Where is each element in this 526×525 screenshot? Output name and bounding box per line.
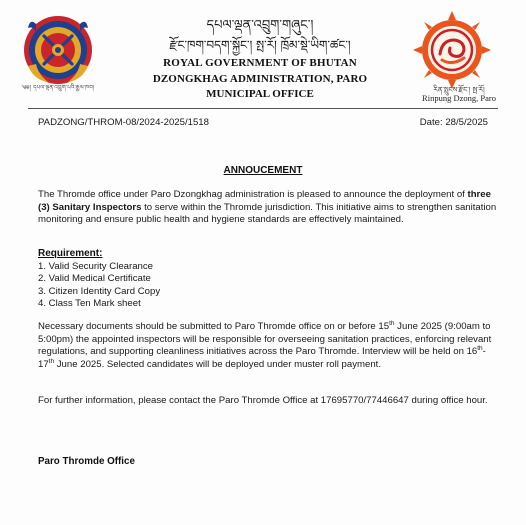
para1-text-start: The Thromde office under Paro Dzongkhag administration is pleased to announce the deployment of	[38, 189, 468, 200]
para2-part-b: June 2025 (9:00am to 5:00pm) the appointed inspectors will be responsible for overseeing sanitation practices, enforcing relevant regulations, and supporting cleanliness initiatives across the Paro Thromde. Interview will be held on 16	[38, 321, 492, 358]
announcement-paragraph-1	[38, 189, 498, 227]
requirement-item: 3. Citizen Identity Card Copy	[38, 285, 161, 297]
document-date: Date: 28/5/2025	[419, 117, 488, 128]
para2-sup-3: th	[48, 357, 55, 365]
reference-number: PADZONG/THROM-08/2024-2025/1518	[38, 117, 209, 128]
para2-part-d: June 2025. Selected candidates will be deployed under muster roll payment.	[54, 358, 382, 370]
para1-highlight: three (3) Sanitary Inspectors	[38, 189, 491, 213]
dzongkha-heading-line-2: རྫོང་ཁག་བདག་སྐྱོང་། སྤ་རོ། ཁྲོམ་སྡེ་ཡིག་ཚང་།	[169, 38, 351, 52]
para1-text-end: to serve within the Thromde jurisdiction. This initiative aims to strengthen sanitation monitoring and ensure public health and hygiene standards are effectively maintained.	[38, 201, 497, 226]
heading-office: MUNICIPAL OFFICE	[206, 88, 314, 100]
announcement-paragraph-2	[38, 321, 498, 371]
requirement-list	[38, 261, 160, 311]
para2-part-a: Necessary documents should be submitted to Paro Thromde office on or before 15	[38, 321, 390, 332]
announcement-paragraph-3: For further information, please contact the Paro Thromde Office at 17695770/77446647 during office hour.	[38, 395, 488, 406]
royal-emblem-logo	[22, 14, 94, 86]
dzongkha-heading-line-1: དཔལ་ལྡན་འབྲུག་གཞུང་།	[206, 18, 314, 33]
right-emblem-script: རིན་སྤུངས་རྫོང་། སྤ་རོ།	[433, 86, 485, 94]
right-emblem-caption: Rinpung Dzong, Paro	[422, 93, 496, 103]
letterhead	[0, 0, 526, 110]
requirement-item: 2. Valid Medical Certificate	[38, 273, 151, 285]
heading-administration: DZONGKHAG ADMINISTRATION, PARO	[152, 73, 368, 85]
header-divider	[28, 108, 498, 109]
para2-sup-1: th	[389, 319, 395, 327]
requirement-item: 1. Valid Security Clearance	[38, 261, 154, 272]
rinpung-dzong-logo	[412, 10, 492, 90]
para2-part-c: -17	[38, 346, 486, 370]
para2-sup-2: th	[477, 345, 483, 352]
signoff: Paro Thromde Office	[38, 456, 135, 467]
requirement-item: 4. Class Ten Mark sheet	[38, 298, 141, 310]
left-emblem-caption: ༄༅། དཔལ་ལྡན་འབྲུག་པའི་རྒྱལ་ཁབ།	[21, 85, 95, 91]
requirement-heading: Requirement:	[38, 248, 103, 259]
announcement-title: ANNOUCEMENT	[223, 165, 303, 176]
heading-government: ROYAL GOVERNMENT OF BHUTAN	[163, 57, 357, 69]
